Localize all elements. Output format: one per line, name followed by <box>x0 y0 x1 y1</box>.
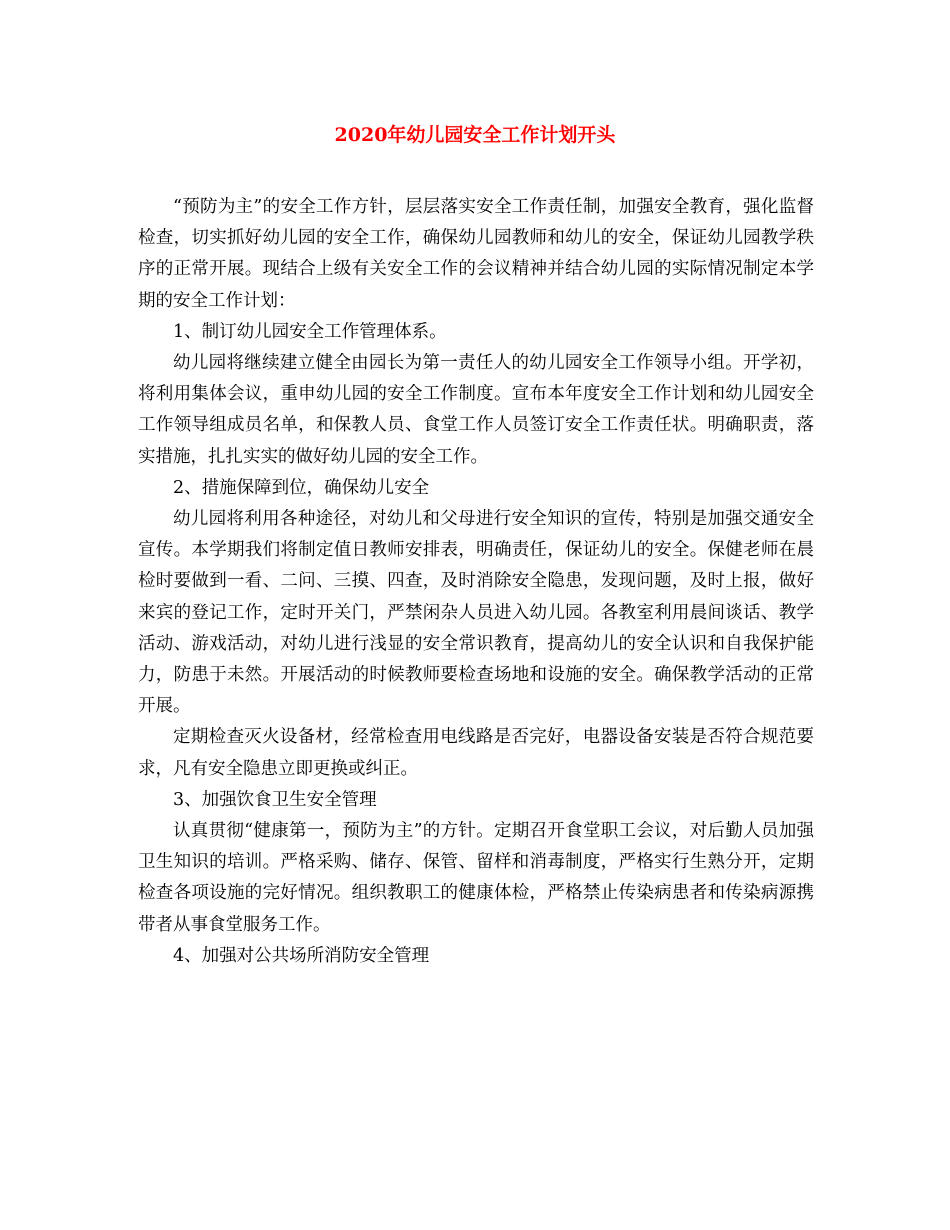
intro-paragraph: “预防为主”的安全工作方针，层层落实安全工作责任制，加强安全教育，强化监督检查，切实抓好幼儿园的安全工作，确保幼儿园教师和幼儿的安全，保证幼儿园教学秩序的正常开展。现结合上级有关安全工作的会议精神并结合幼儿园的实际情况制定本学期的安全工作计划： <box>138 197 814 311</box>
section-3-paragraph: 认真贯彻“健康第一，预防为主”的方针。定期召开食堂职工会议，对后勤人员加强卫生知识的培训。严格采购、储存、保管、留样和消毒制度，严格实行生熟分开，定期检查各项设施的完好情况。组织教职工的健康体检，严格禁止传染病患者和传染病源携带者从事食堂服务工作。 <box>138 821 814 935</box>
section-2-paragraph: 幼儿园将利用各种途径，对幼儿和父母进行安全知识的宣传，特别是加强交通安全宣传。本学期我们将制定值日教师安排表，明确责任，保证幼儿的安全。保健老师在晨检时要做到一看、二问、三摸、四查，及时消除安全隐患，发现问题，及时上报，做好来宾的登记工作，定时开关门，严禁闲杂人员进入幼儿园。各教室利用晨间谈话、教学活动、游戏活动，对幼儿进行浅显的安全常识教育，提高幼儿的安全认识和自我保护能力，防患于未然。开展活动的时候教师要检查场地和设施的安全。确保教学活动的正常开展。 <box>138 509 814 717</box>
document-title: 2020年幼儿园安全工作计划开头 <box>334 124 616 146</box>
section-2-paragraph-fire: 定期检查灭火设备材，经常检查用电线路是否完好，电器设备安装是否符合规范要求，凡有安全隐患立即更换或纠正。 <box>138 727 814 779</box>
section-heading-1: 1、制订幼儿园安全工作管理体系。 <box>173 321 447 342</box>
section-1-paragraph: 幼儿园将继续建立健全由园长为第一责任人的幼儿园安全工作领导小组。开学初，将利用集体会议，重申幼儿园的安全工作制度。宣布本年度安全工作计划和幼儿园安全工作领导组成员名单，和保教人员、食堂工作人员签订安全工作责任状。明确职责，落实措施，扎扎实实的做好幼儿园的安全工作。 <box>138 353 814 467</box>
section-heading-4: 4、加强对公共场所消防安全管理 <box>173 945 430 966</box>
section-heading-3: 3、加强饮食卫生安全管理 <box>173 789 377 810</box>
document-body <box>138 192 814 972</box>
section-heading-2: 2、措施保障到位，确保幼儿安全 <box>173 477 430 498</box>
